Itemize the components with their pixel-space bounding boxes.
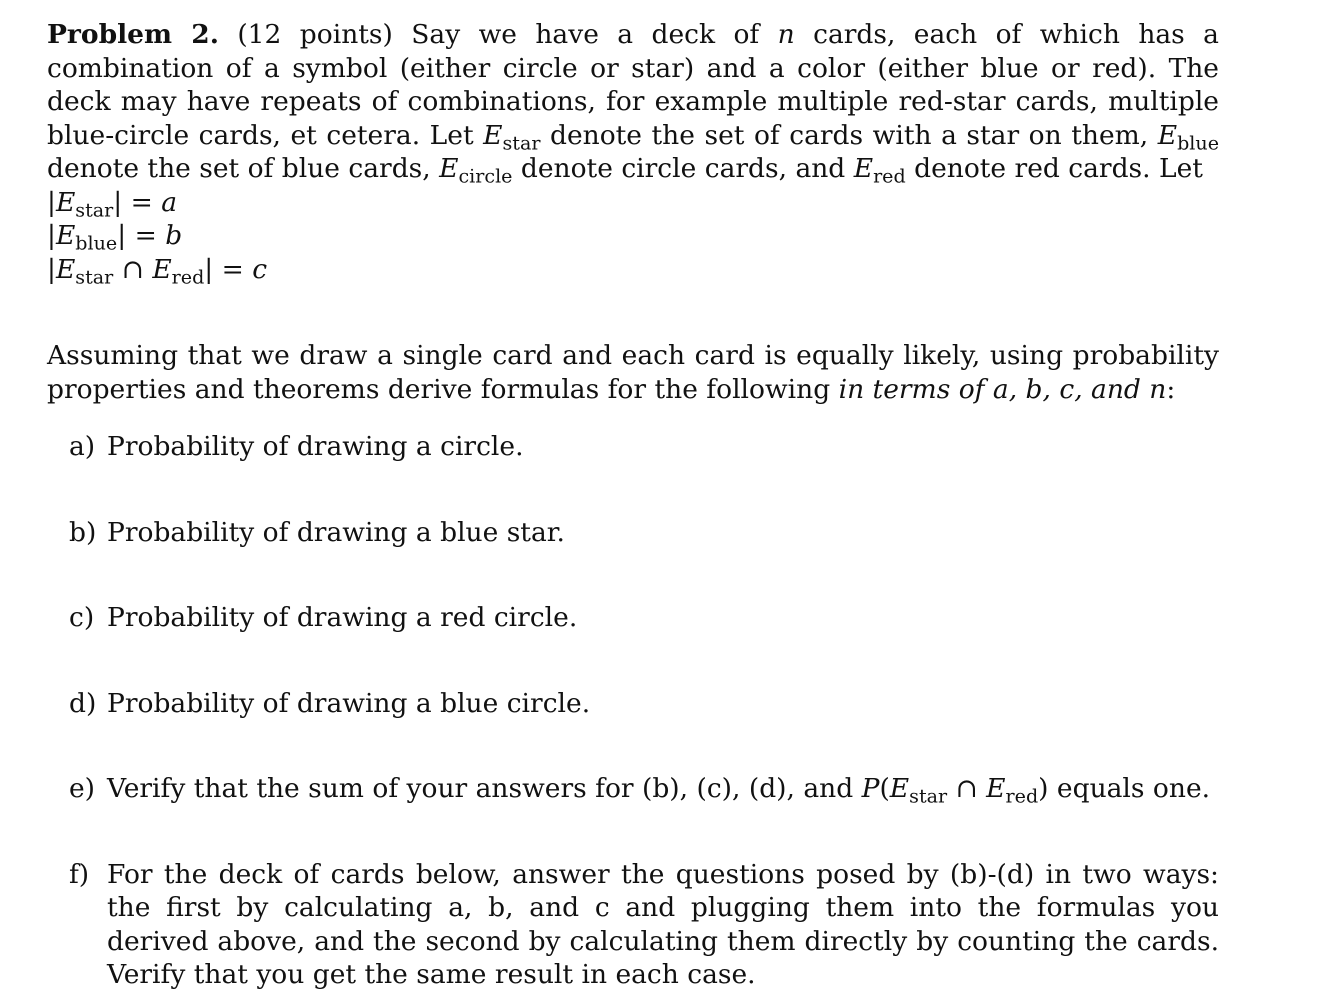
part-label: b): [69, 516, 97, 548]
part-text: For the deck of cards below, answer the questions posed by (b)-(d) in two ways: the first by calculating a, b, and c and plugging them into the formulas you derived above, and the second by calculating them directly by counting the cards. Verify that you get the same result in each case.: [107, 858, 1219, 990]
set-e-red: E: [853, 153, 874, 184]
part-label: e): [69, 773, 96, 804]
instructions: Assuming that we draw a single card and each card is equally likely, using probability properties and theorems derive formulas for the following in terms of a, b, c, and n:: [47, 340, 1219, 405]
intro-text-5: denote circle cards, and: [512, 153, 854, 184]
set-e-blue: E: [1157, 119, 1178, 151]
problem-points: (12 points): [237, 19, 393, 50]
equation-block: [47, 186, 1219, 287]
part-b: [47, 516, 1219, 550]
intro-text-4: denote the set of blue cards,: [47, 153, 440, 184]
part-e: [47, 772, 1219, 806]
part-c: [47, 601, 1219, 635]
part-label: d): [69, 687, 97, 719]
part-text: Probability of drawing a circle.: [107, 431, 524, 462]
equation-star-red-count: $|E_{star}$ ∩ $E_{red}| = c$: [47, 253, 268, 288]
intro-text-2: cards, each of which has a combination of a symbol (either circle or star) and a color (either blue or red). The deck may have repeats of combinations, for example multiple red-star cards, multiple blue-circle cards, et cetera. Let: [47, 19, 1219, 151]
part-d: [47, 687, 1219, 721]
var-c: c: [252, 253, 268, 285]
sub-red: red: [873, 165, 906, 188]
instructions-text: Assuming that we draw a single card and each card is equally likely, using probability properties and theorems derive formulas for the following: [47, 340, 1219, 405]
intro-text-6: denote red cards. Let: [905, 153, 1203, 184]
sub-blue: blue: [1177, 131, 1219, 154]
var-a: a: [161, 186, 178, 218]
part-f: [47, 858, 1219, 992]
part-a: [47, 430, 1219, 464]
equation-star-count: $|E_{star}| = a$: [47, 186, 178, 221]
part-label: c): [69, 602, 95, 633]
set-e-circle: E: [439, 153, 459, 184]
part-text: Probability of drawing a red circle.: [107, 602, 578, 633]
var-b: b: [165, 220, 183, 251]
instructions-emphasis: in terms of a, b, c, and n: [838, 373, 1167, 405]
part-text: Verify that the sum of your answers for (b), (c), (d), and $P(E_{star}$ ∩ $E_{red}$) equals one.: [107, 773, 1211, 808]
intro-text-1: Say we have a deck of: [392, 19, 778, 50]
problem-page: [47, 18, 1219, 992]
problem-statement: [47, 18, 1219, 186]
problem-title: Problem 2.: [47, 19, 219, 50]
parts-list: [47, 430, 1219, 992]
part-text: Probability of drawing a blue star.: [107, 516, 565, 548]
set-e-star: E: [483, 119, 503, 151]
sub-circle: circle: [458, 165, 513, 188]
part-text: Probability of drawing a blue circle.: [107, 687, 591, 719]
equation-blue-count: $|E_{blue}| = b$: [47, 220, 183, 255]
part-label: f): [69, 858, 90, 890]
var-n: n: [777, 19, 795, 50]
part-label: a): [69, 431, 96, 462]
intro-text-3: denote the set of cards with a star on them,: [540, 119, 1158, 151]
sub-star: star: [502, 131, 541, 154]
